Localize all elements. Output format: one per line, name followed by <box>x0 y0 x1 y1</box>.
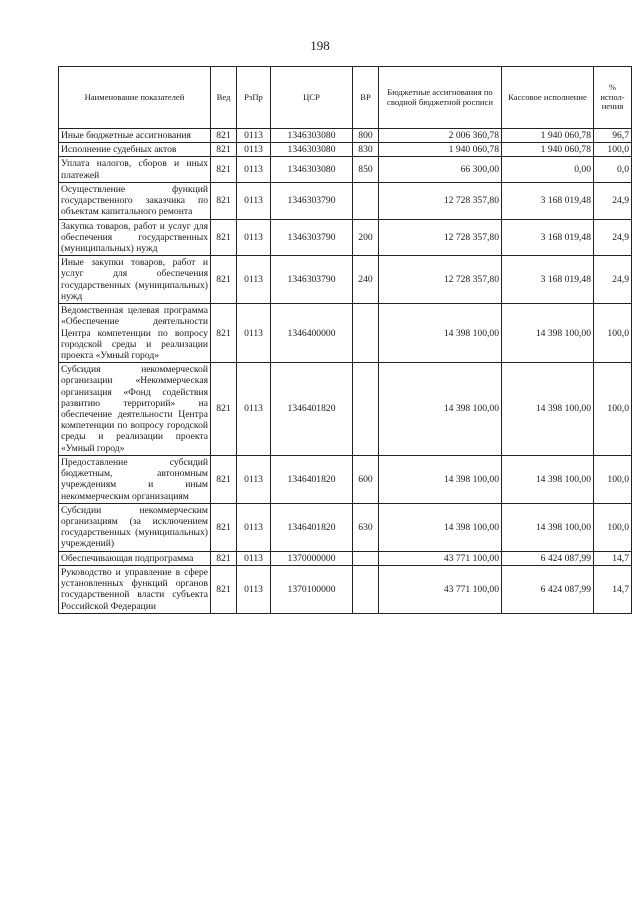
header-percent: % испол-нения <box>594 67 632 129</box>
cell-vr: 600 <box>353 455 379 503</box>
cell-ved: 821 <box>211 304 237 363</box>
header-ved: Вед <box>211 67 237 129</box>
cell-vr: 830 <box>353 143 379 157</box>
cell-budget: 2 006 360,78 <box>379 129 502 143</box>
cell-cash: 14 398 100,00 <box>502 304 594 363</box>
cell-vr <box>353 304 379 363</box>
cell-cash: 3 168 019,48 <box>502 182 594 219</box>
cell-budget: 43 771 100,00 <box>379 551 502 565</box>
cell-csr: 1346303080 <box>271 157 353 182</box>
header-cash: Кассовое исполнение <box>502 67 594 129</box>
cell-cash: 3 168 019,48 <box>502 256 594 304</box>
budget-execution-table <box>58 66 632 614</box>
cell-ved: 821 <box>211 503 237 551</box>
table-row <box>59 129 632 143</box>
cell-ved: 821 <box>211 565 237 613</box>
cell-rzpr: 0113 <box>237 256 271 304</box>
cell-csr: 1346303080 <box>271 143 353 157</box>
cell-cash: 14 398 100,00 <box>502 455 594 503</box>
cell-rzpr: 0113 <box>237 182 271 219</box>
cell-vr: 800 <box>353 129 379 143</box>
cell-rzpr: 0113 <box>237 129 271 143</box>
cell-csr: 1370100000 <box>271 565 353 613</box>
cell-cash: 6 424 087,99 <box>502 551 594 565</box>
header-name: Наименование показателей <box>59 67 211 129</box>
cell-budget: 66 300,00 <box>379 157 502 182</box>
cell-name: Иные закупки товаров, работ и услуг для обеспечения государственных (муниципальных) нужд <box>59 256 211 304</box>
cell-csr: 1370000000 <box>271 551 353 565</box>
header-rzpr: РзПр <box>237 67 271 129</box>
cell-csr: 1346303790 <box>271 182 353 219</box>
cell-csr: 1346303790 <box>271 219 353 256</box>
cell-name: Обеспечивающая подпрограмма <box>59 551 211 565</box>
cell-rzpr: 0113 <box>237 455 271 503</box>
table-row <box>59 455 632 503</box>
cell-budget: 14 398 100,00 <box>379 304 502 363</box>
cell-csr: 1346400000 <box>271 304 353 363</box>
cell-vr: 850 <box>353 157 379 182</box>
cell-ved: 821 <box>211 129 237 143</box>
cell-percent: 100,0 <box>594 304 632 363</box>
cell-budget: 43 771 100,00 <box>379 565 502 613</box>
cell-name: Предоставление субсидий бюджетным, автономным учреждениям и иным некоммерческим организациям <box>59 455 211 503</box>
cell-percent: 24,9 <box>594 182 632 219</box>
cell-vr: 240 <box>353 256 379 304</box>
table-row <box>59 503 632 551</box>
table-row <box>59 182 632 219</box>
cell-rzpr: 0113 <box>237 157 271 182</box>
cell-name: Субсидии некоммерческим организациям (за исключением государственных (муниципальных) учреждений) <box>59 503 211 551</box>
cell-budget: 12 728 357,80 <box>379 182 502 219</box>
page-number: 198 <box>310 38 330 53</box>
table-row <box>59 304 632 363</box>
table-row <box>59 551 632 565</box>
cell-cash: 14 398 100,00 <box>502 503 594 551</box>
cell-name: Осуществление функций государственного заказчика по объектам капитального ремонта <box>59 182 211 219</box>
cell-name: Иные бюджетные ассигнования <box>59 129 211 143</box>
cell-percent: 24,9 <box>594 219 632 256</box>
cell-percent: 100,0 <box>594 143 632 157</box>
cell-name: Субсидия некоммерческой организации «Некоммерческая организация «Фонд содействия развитию территорий» на обеспечение деятельности Центра компетенции по вопросу городской среды и реализации проекта «Умный город» <box>59 363 211 456</box>
cell-vr <box>353 182 379 219</box>
cell-ved: 821 <box>211 219 237 256</box>
cell-ved: 821 <box>211 182 237 219</box>
cell-budget: 14 398 100,00 <box>379 503 502 551</box>
cell-rzpr: 0113 <box>237 143 271 157</box>
cell-cash: 1 940 060,78 <box>502 143 594 157</box>
cell-csr: 1346401820 <box>271 455 353 503</box>
cell-ved: 821 <box>211 455 237 503</box>
cell-ved: 821 <box>211 256 237 304</box>
table-row <box>59 143 632 157</box>
cell-percent: 24,9 <box>594 256 632 304</box>
cell-budget: 12 728 357,80 <box>379 256 502 304</box>
cell-name: Ведомственная целевая программа «Обеспечение деятельности Центра компетенции по вопросу городской среды и реализации проекта «Умный город» <box>59 304 211 363</box>
table-row <box>59 219 632 256</box>
table-header-row <box>59 67 632 129</box>
cell-rzpr: 0113 <box>237 363 271 456</box>
cell-percent: 100,0 <box>594 455 632 503</box>
cell-name: Закупка товаров, работ и услуг для обеспечения государственных (муниципальных) нужд <box>59 219 211 256</box>
cell-budget: 1 940 060,78 <box>379 143 502 157</box>
cell-rzpr: 0113 <box>237 219 271 256</box>
cell-budget: 14 398 100,00 <box>379 455 502 503</box>
cell-percent: 14,7 <box>594 551 632 565</box>
cell-rzpr: 0113 <box>237 551 271 565</box>
table-row <box>59 256 632 304</box>
cell-percent: 14,7 <box>594 565 632 613</box>
cell-cash: 14 398 100,00 <box>502 363 594 456</box>
cell-cash: 1 940 060,78 <box>502 129 594 143</box>
header-csr: ЦСР <box>271 67 353 129</box>
cell-vr <box>353 565 379 613</box>
cell-cash: 3 168 019,48 <box>502 219 594 256</box>
cell-csr: 1346401820 <box>271 363 353 456</box>
cell-percent: 0,0 <box>594 157 632 182</box>
cell-ved: 821 <box>211 363 237 456</box>
header-budget: Бюджетные ассигнования по сводной бюджетной росписи <box>379 67 502 129</box>
cell-cash: 6 424 087,99 <box>502 565 594 613</box>
cell-percent: 100,0 <box>594 503 632 551</box>
cell-percent: 100,0 <box>594 363 632 456</box>
cell-vr: 630 <box>353 503 379 551</box>
cell-csr: 1346401820 <box>271 503 353 551</box>
cell-name: Руководство и управление в сфере установленных функций органов государственной власти субъекта Российской Федерации <box>59 565 211 613</box>
cell-vr <box>353 551 379 565</box>
cell-vr <box>353 363 379 456</box>
cell-budget: 14 398 100,00 <box>379 363 502 456</box>
cell-ved: 821 <box>211 157 237 182</box>
cell-name: Исполнение судебных актов <box>59 143 211 157</box>
cell-percent: 96,7 <box>594 129 632 143</box>
table-row <box>59 157 632 182</box>
header-vr: ВР <box>353 67 379 129</box>
cell-ved: 821 <box>211 143 237 157</box>
cell-name: Уплата налогов, сборов и иных платежей <box>59 157 211 182</box>
cell-csr: 1346303080 <box>271 129 353 143</box>
cell-rzpr: 0113 <box>237 503 271 551</box>
cell-cash: 0,00 <box>502 157 594 182</box>
cell-budget: 12 728 357,80 <box>379 219 502 256</box>
table-row <box>59 565 632 613</box>
cell-csr: 1346303790 <box>271 256 353 304</box>
cell-vr: 200 <box>353 219 379 256</box>
cell-ved: 821 <box>211 551 237 565</box>
cell-rzpr: 0113 <box>237 565 271 613</box>
table-row <box>59 363 632 456</box>
cell-rzpr: 0113 <box>237 304 271 363</box>
